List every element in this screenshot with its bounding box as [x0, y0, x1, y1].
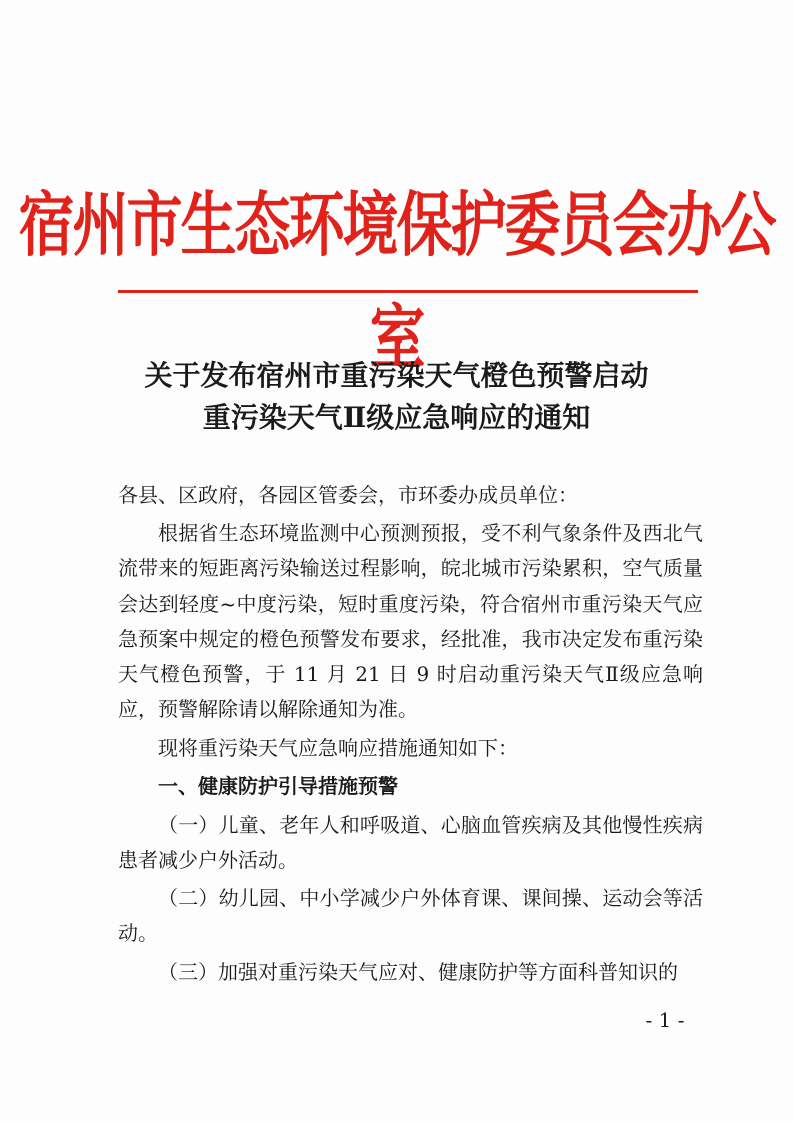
paragraph-intro: 现将重污染天气应急响应措施通知如下：	[158, 736, 518, 761]
title-line-1: 关于发布宿州市重污染天气橙色预警启动	[144, 359, 649, 392]
paragraph-background: 根据省生态环境监测中心预测预报，受不利气象条件及西北气流带来的短距离污染输送过程影响，皖北城市污染累积，空气质量会达到轻度~中度污染，短时重度污染，符合宿州市重污染天气应急预案中规定的橙色预警发布要求，经批准，我市决定发布重污染天气橙色预警，于 11 月 21 日 9 时启动重污染天气Ⅱ级应急响应，预警解除请以解除通知为准。	[118, 521, 703, 722]
header-red-divider	[118, 290, 698, 293]
issuing-organization-header: 宿州市生态环境保护委员会办公室	[18, 185, 775, 379]
list-item: （三）加强对重污染天气应对、健康防护等方面科普知识的	[158, 959, 678, 984]
salutation: 各县、区政府，各园区管委会，市环委办成员单位：	[118, 483, 578, 507]
section-heading-health-protection: 一、健康防护引导措施预警	[158, 773, 398, 798]
document-title	[0, 355, 793, 439]
title-line-2: 重污染天气Ⅱ级应急响应的通知	[202, 401, 591, 434]
list-item: （二）幼儿园、中小学减少户外体育课、课间操、运动会等活动。	[118, 886, 703, 946]
list-item: （一）儿童、老年人和呼吸道、心脑血管疾病及其他慢性疾病患者减少户外活动。	[118, 812, 703, 873]
page-number: - 1 -	[645, 1008, 685, 1032]
document-body	[118, 478, 703, 993]
